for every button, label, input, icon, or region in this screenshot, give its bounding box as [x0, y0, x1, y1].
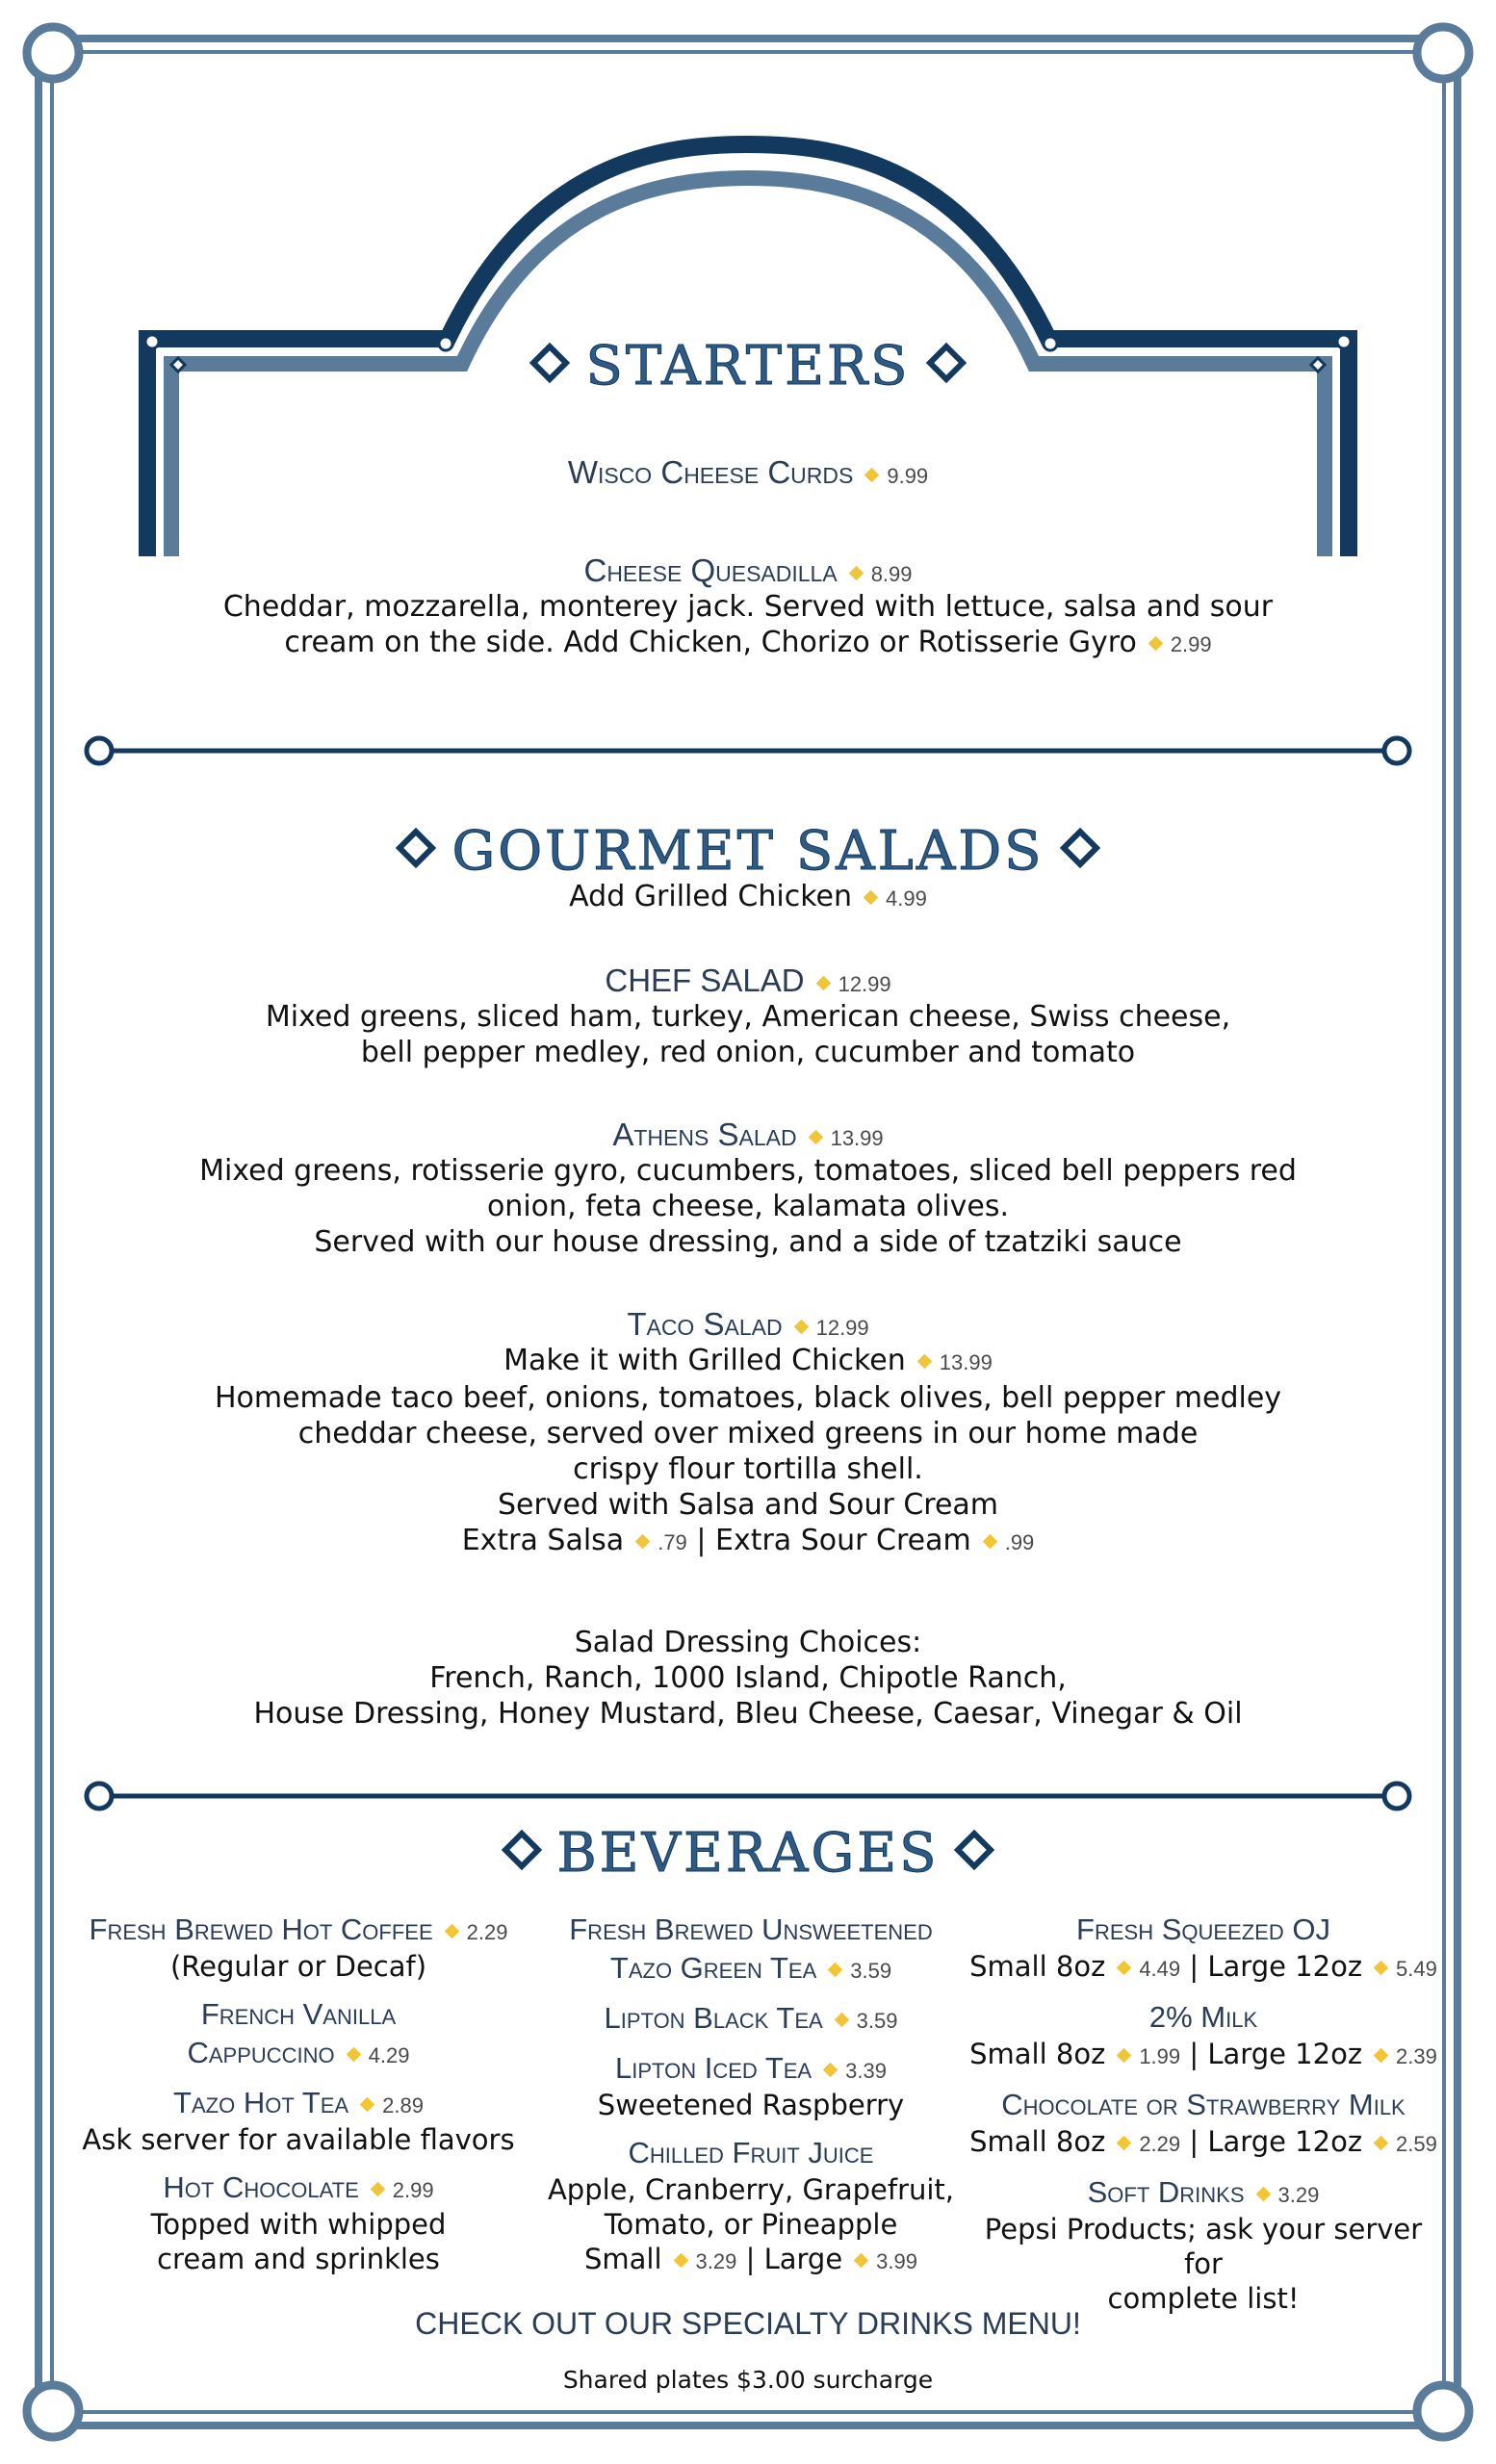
price-diamond-icon — [916, 1354, 932, 1370]
item-description: onion, feta cheese, kalamata olives. — [486, 1190, 1010, 1223]
price-diamond-icon — [360, 2097, 375, 2113]
price-diamond-icon — [854, 2253, 869, 2269]
size-price: 5.49 — [1396, 1957, 1437, 1981]
size-label: Large — [763, 2243, 843, 2275]
beverage-name: Fresh Squeezed OJ — [1076, 1912, 1330, 1946]
price-diamond-icon — [635, 1534, 651, 1550]
item-description: Cheddar, mozzarella, monterey jack. Served with lettuce, salsa and sour — [222, 590, 1274, 624]
size-price: 2.59 — [1396, 2132, 1437, 2156]
price-diamond-icon — [864, 890, 879, 906]
item-name: Athens Salad — [612, 1116, 797, 1152]
option-price: 13.99 — [939, 1350, 993, 1374]
size-price: 3.29 — [695, 2249, 737, 2273]
item-description: crispy flour tortilla shell. — [573, 1452, 923, 1486]
item-description: cheddar cheese, served over mixed greens in our home made — [297, 1417, 1199, 1450]
addon-price: 4.99 — [885, 886, 927, 911]
beverage-price: 2.89 — [382, 2093, 424, 2118]
extra-price: .99 — [1004, 1530, 1035, 1554]
price-diamond-icon — [444, 1924, 459, 1939]
beverage-item — [967, 1998, 1439, 2074]
dressing-title: Salad Dressing Choices: — [574, 1626, 922, 1659]
beverage-item — [67, 2084, 529, 2157]
beverage-price: 4.29 — [368, 2043, 410, 2067]
separator: | — [1189, 1950, 1199, 1983]
beverage-column-2 — [539, 1911, 963, 2291]
item-price: 12.99 — [815, 1316, 869, 1340]
addon-label: Add Grilled Chicken — [569, 880, 852, 913]
dressing-list: French, Ranch, 1000 Island, Chipotle Ranch, — [429, 1661, 1067, 1695]
dressing-choices — [0, 1625, 1496, 1732]
beverage-description: Ask server for available flavors — [82, 2123, 515, 2156]
beverage-item — [539, 1911, 963, 1988]
beverage-item — [967, 2086, 1439, 2162]
size-label: Small 8oz — [969, 2038, 1106, 2070]
item-price: 12.99 — [838, 972, 891, 996]
price-diamond-icon — [1374, 2048, 1389, 2064]
starters-heading — [0, 335, 1496, 398]
item-name: Taco Salad — [627, 1306, 783, 1342]
diamond-icon — [954, 1829, 994, 1869]
beverage-name: French Vanilla — [200, 1997, 397, 2031]
beverage-description: complete list! — [1107, 2282, 1300, 2315]
item-price: 13.99 — [830, 1126, 884, 1150]
separator: | — [1189, 2125, 1199, 2158]
beverage-description: Pepsi Products; ask your server for — [984, 2213, 1423, 2280]
item-description: Mixed greens, rotisserie gyro, cucumbers, tomatoes, sliced bell peppers red — [199, 1154, 1297, 1188]
beverage-price: 3.29 — [1277, 2183, 1320, 2207]
diamond-icon — [529, 342, 570, 382]
section-divider — [87, 1784, 1409, 1809]
beverage-item — [967, 2173, 1439, 2316]
beverage-description: Topped with whipped — [150, 2208, 447, 2241]
extra-label: Extra Salsa — [461, 1524, 625, 1557]
size-label: Small 8oz — [969, 1950, 1106, 1983]
beverages-heading — [0, 1822, 1496, 1885]
beverage-price: 2.99 — [392, 2178, 434, 2202]
price-diamond-icon — [828, 1963, 843, 1978]
beverage-item — [67, 1911, 529, 1984]
beverage-name: Soft Drinks — [1087, 2175, 1245, 2209]
dressing-list: House Dressing, Honey Mustard, Bleu Cheese, Caesar, Vinegar & Oil — [253, 1697, 1243, 1731]
diamond-icon — [501, 1829, 541, 1869]
price-diamond-icon — [1255, 2187, 1271, 2202]
beverage-description: cream and sprinkles — [157, 2243, 440, 2275]
menu-item — [0, 962, 1496, 1070]
item-description: Mixed greens, sliced ham, turkey, American cheese, Swiss cheese, — [265, 1000, 1231, 1034]
extra-label: Extra Sour Cream — [715, 1524, 971, 1557]
price-diamond-icon — [864, 468, 880, 483]
item-name: Wisco Cheese Curds — [567, 454, 854, 490]
price-diamond-icon — [1148, 636, 1164, 652]
price-diamond-icon — [834, 2013, 849, 2028]
corner-circle — [1417, 27, 1469, 79]
price-diamond-icon — [673, 2253, 688, 2269]
section-divider — [87, 738, 1409, 763]
item-description: cream on the side. Add Chicken, Chorizo or Rotisserie Gyro — [284, 626, 1137, 659]
price-diamond-icon — [815, 976, 831, 991]
beverage-price: 3.59 — [850, 1959, 892, 1983]
item-description: Homemade taco beef, onions, tomatoes, black olives, bell pepper medley — [214, 1381, 1282, 1415]
beverage-description: (Regular or Decaf) — [169, 1950, 427, 1983]
salad-addon — [0, 879, 1496, 916]
starters-title: STARTERS — [585, 335, 911, 398]
size-price: 1.99 — [1139, 2044, 1181, 2068]
item-option: Make it with Grilled Chicken — [503, 1344, 906, 1377]
size-price: 3.99 — [876, 2249, 917, 2273]
extra-price: .79 — [658, 1530, 687, 1554]
separator: | — [696, 1524, 707, 1557]
diamond-icon — [1059, 827, 1099, 867]
beverage-price: 2.29 — [466, 1920, 508, 1944]
menu-item — [0, 552, 1496, 662]
price-diamond-icon — [1117, 2048, 1132, 2064]
diamond-icon — [925, 342, 966, 382]
surcharge-note: Shared plates $3.00 surcharge — [562, 2366, 934, 2394]
item-price: 9.99 — [887, 464, 929, 488]
price-diamond-icon — [848, 566, 864, 581]
price-diamond-icon — [1374, 1961, 1389, 1976]
beverage-description: Apple, Cranberry, Grapefruit, — [547, 2173, 955, 2206]
beverage-name: Hot Chocolate — [163, 2170, 359, 2204]
beverage-name: Tazo Hot Tea — [173, 2086, 349, 2119]
size-price: 4.49 — [1139, 1957, 1181, 1981]
beverage-name: Cappuccino — [187, 2036, 335, 2069]
size-label: Large 12oz — [1207, 1950, 1363, 1983]
beverage-description: Tomato, or Pineapple — [604, 2208, 898, 2241]
beverage-name: Chocolate or Strawberry Milk — [1001, 2088, 1406, 2121]
price-diamond-icon — [823, 2063, 838, 2078]
separator: | — [745, 2243, 756, 2275]
addon-price: 2.99 — [1170, 632, 1212, 656]
beverage-name: 2% Milk — [1148, 2000, 1258, 2034]
beverage-name: Fresh Brewed Unsweetened — [569, 1912, 933, 1946]
size-label: Small — [583, 2243, 662, 2275]
salads-heading — [0, 820, 1496, 883]
beverage-item — [539, 2134, 963, 2279]
price-diamond-icon — [982, 1534, 997, 1550]
beverage-price: 3.39 — [845, 2059, 887, 2083]
size-price: 2.39 — [1396, 2044, 1437, 2068]
salads-title: GOURMET SALADS — [451, 820, 1045, 883]
item-price: 8.99 — [870, 562, 913, 586]
price-diamond-icon — [1117, 2136, 1132, 2151]
diamond-icon — [396, 827, 436, 867]
beverage-item — [67, 1995, 529, 2072]
menu-item — [0, 1116, 1496, 1260]
size-label: Large 12oz — [1207, 2038, 1363, 2070]
beverage-column-1 — [67, 1911, 529, 2288]
beverage-name: Lipton Black Tea — [604, 2001, 823, 2035]
size-label: Large 12oz — [1207, 2125, 1363, 2158]
menu-item — [0, 1306, 1496, 1560]
item-description: Served with Salsa and Sour Cream — [497, 1488, 999, 1522]
beverage-item — [67, 2169, 529, 2276]
beverage-price: 3.59 — [856, 2009, 898, 2033]
price-diamond-icon — [1117, 1961, 1132, 1976]
beverage-item — [539, 2049, 963, 2122]
beverage-name: Chilled Fruit Juice — [628, 2136, 874, 2169]
menu-item — [0, 454, 1496, 491]
corner-circle — [27, 27, 79, 79]
beverage-description: Sweetened Raspberry — [597, 2089, 905, 2121]
price-diamond-icon — [808, 1130, 823, 1145]
beverage-column-3 — [967, 1911, 1439, 2327]
beverages-title: BEVERAGES — [556, 1822, 940, 1885]
beverage-name: Fresh Brewed Hot Coffee — [89, 1912, 433, 1946]
beverage-name: Tazo Green Tea — [609, 1951, 817, 1985]
item-description: Served with our house dressing, and a side of tzatziki sauce — [314, 1225, 1182, 1259]
item-name: CHEF SALAD — [605, 962, 805, 998]
specialty-note: CHECK OUT OUR SPECIALTY DRINKS MENU! — [415, 2306, 1081, 2341]
size-label: Small 8oz — [969, 2125, 1106, 2158]
item-name: Cheese Quesadilla — [583, 552, 838, 588]
price-diamond-icon — [1374, 2136, 1389, 2151]
separator: | — [1189, 2038, 1199, 2070]
item-description: bell pepper medley, red onion, cucumber and tomato — [360, 1036, 1136, 1069]
beverage-name: Lipton Iced Tea — [615, 2051, 812, 2085]
price-diamond-icon — [793, 1320, 809, 1335]
beverage-item — [967, 1911, 1439, 1987]
price-diamond-icon — [370, 2182, 385, 2197]
beverage-item — [539, 1999, 963, 2038]
price-diamond-icon — [346, 2047, 361, 2063]
size-price: 2.29 — [1139, 2132, 1181, 2156]
